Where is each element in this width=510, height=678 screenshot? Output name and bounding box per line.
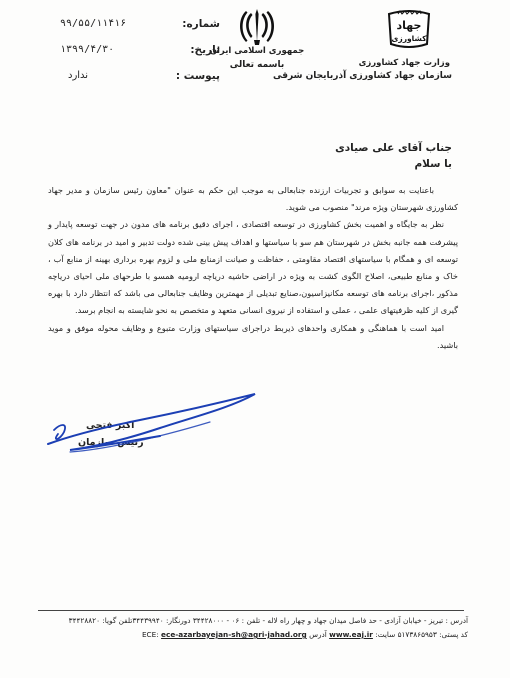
jahad-keshavarzi-logo <box>386 8 432 50</box>
attachment-row <box>60 70 220 84</box>
handwritten-signature <box>30 378 270 458</box>
recipient-name: جناب آقای علی صیادی <box>335 142 452 154</box>
footer-website-link[interactable]: www.eaj.ir <box>329 630 373 639</box>
organization-name: سازمان جهاد کشاورزی آذربایجان شرقی <box>273 71 452 81</box>
logo-badge-icon <box>386 8 432 50</box>
iran-emblem-icon <box>236 6 278 48</box>
attachment-label: پیوست : <box>175 70 220 82</box>
footer-address: آدرس : تبریز - خیابان آزادی - حد فاصل میدان جهاد و چهار راه لاله - تلفن : ۰۶ - ۳۴۴۲۸۰۰۰ دورنگار: ۳۴۴۳۹۹۴۰تلفن گویا: ۳۴۴۲۸۸۲۰ <box>68 616 468 625</box>
ministry-name: وزارت جهاد کشاورزی <box>358 58 450 68</box>
letter-body <box>48 182 458 354</box>
footer-divider <box>38 610 464 611</box>
republic-title: جمهوری اسلامی ایران <box>209 46 305 56</box>
letter-date-label: تاریخ: <box>190 44 220 56</box>
signer-name: اکبر فتحی <box>86 420 135 431</box>
footer-postal-code: کد پستی: ۵۱۷۳۸۶۵۹۵۳ <box>397 630 468 639</box>
body-paragraph-closing: امید است با هماهنگی و همکاری واحدهای ذیربط دراجرای سیاستهای وزارت متبوع و وظایف محوله موفق و موید باشید. <box>48 322 458 350</box>
basmala: باسمه تعالی <box>229 60 285 70</box>
logo-text-top: جهاد <box>396 19 422 32</box>
body-paragraph-duties: نظر به جایگاه و اهمیت بخش کشاورزی در توسعه اقتصادی ، اجرای دقیق برنامه های مدون در جهت توسعه پایدار و پیشرفت همه جانبه بخش در شهرستان هم سو با سیاستها و اهداف پیش بینی شده دولت تدبیر و امید در برنامه های کلان توسعه ای و همگام با سیاستهای اقتصاد مقاومتی ، حفاظت و صیانت ازمنابع ملی و لزوم بهره برداری بهینه از منابع آب ، خاک و منابع طبیعی، اصلاح الگوی کشت به ویژه در اراضی حاشیه دریاچه ارومیه همسو با طرحهای ملی احیای دریاچه مذکور ،اجرای برنامه های توسعه مکانیزاسیون،صنایع تبدیلی از مهمترین وظایف جنابعالی می باشد که انتظار دارد با بهره گیری از کلیه ظرفیتهای علمی ، عملی و استفاده از نیروی انسانی متعهد و متخصص به نحو شایسته به انجام برسد. <box>48 219 458 316</box>
footer-ece-link[interactable]: ece-azarbayejan-sh@agri-jahad.org <box>161 630 307 639</box>
attachment-value: ندارد <box>68 70 89 81</box>
logo-text-bottom: کشاورزی <box>391 34 427 43</box>
body-paragraph-appointment: باعنایت به سوابق و تجربیات ارزنده جنابعالی به موجب این حکم به عنوان "معاون رئیس سازمان و مدیر جهاد کشاورزی شهرستان ویژه مرند" منصوب می شوید. <box>48 185 458 213</box>
letter-number-row <box>60 18 220 32</box>
footer-contact-line <box>142 630 468 639</box>
signer-title: رئیس سازمان <box>78 437 144 448</box>
letter-date-value: ۱۳۹۹/۴/۳۰ <box>60 44 115 55</box>
letter-number-value: ۹۹/۵۵/۱۱۴۱۶ <box>60 18 127 29</box>
letter-date-row <box>60 44 220 58</box>
greeting: با سلام <box>414 158 452 170</box>
footer-website-label: سایت: <box>375 630 396 639</box>
letter-number-label: شماره: <box>182 18 220 30</box>
footer-ece-label: آدرس ECE: <box>141 630 327 639</box>
